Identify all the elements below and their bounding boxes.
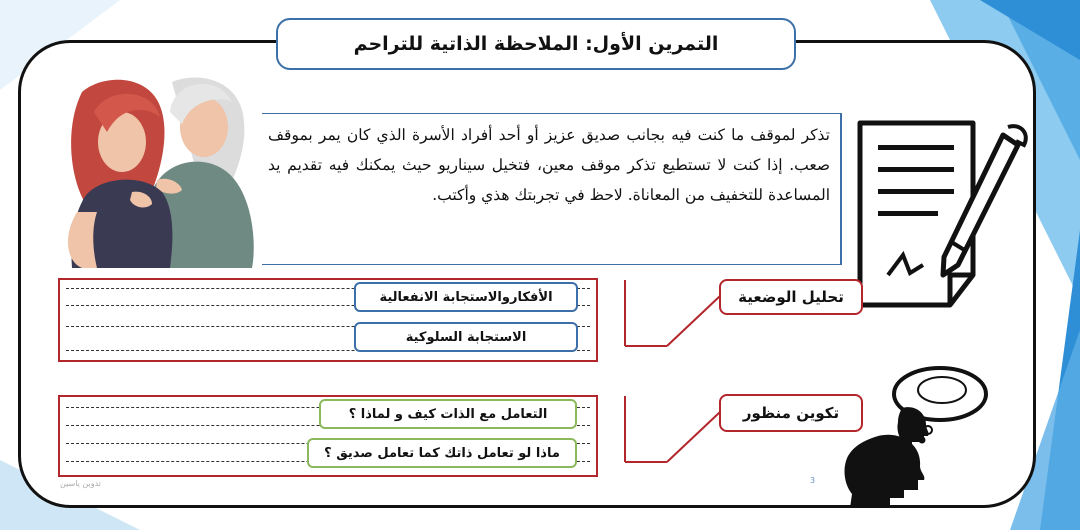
document-pen-icon — [848, 115, 1033, 310]
thinking-head-icon — [842, 366, 992, 508]
author-watermark: تدوين ياسين — [60, 479, 102, 488]
page-number: 3 — [810, 476, 816, 485]
page-title: التمرين الأول: الملاحظة الذاتية للتراحم — [276, 18, 796, 70]
instructions-text: تذكر لموقف ما كنت فيه بجانب صديق عزيز أو أحد أفراد الأسرة الذي كان يمر بموقف صعب. إذا كنت لا تستطيع تذكر موقف معين، فتخيل سيناريو حيث يمكنك فيه تقديم يد المساعدة للتخفيف من المعاناة. لاحظ في تجربتك هذي وأكتب. — [262, 113, 842, 265]
self-treatment-pill: التعامل مع الذات كيف و لماذا ؟ — [319, 399, 577, 429]
behavioral-response-pill: الاستجابة السلوكية — [354, 322, 578, 352]
comforting-women-illustration — [52, 72, 260, 268]
emotional-response-pill: الأفكاروالاستجابة الانفعالية — [354, 282, 578, 312]
situation-analysis-label: تحليل الوضعية — [719, 279, 863, 315]
treat-self-like-friend-pill: ماذا لو تعامل ذاتك كما تعامل صديق ؟ — [307, 438, 577, 468]
perspective-forming-label: تكوين منظور — [719, 394, 863, 432]
